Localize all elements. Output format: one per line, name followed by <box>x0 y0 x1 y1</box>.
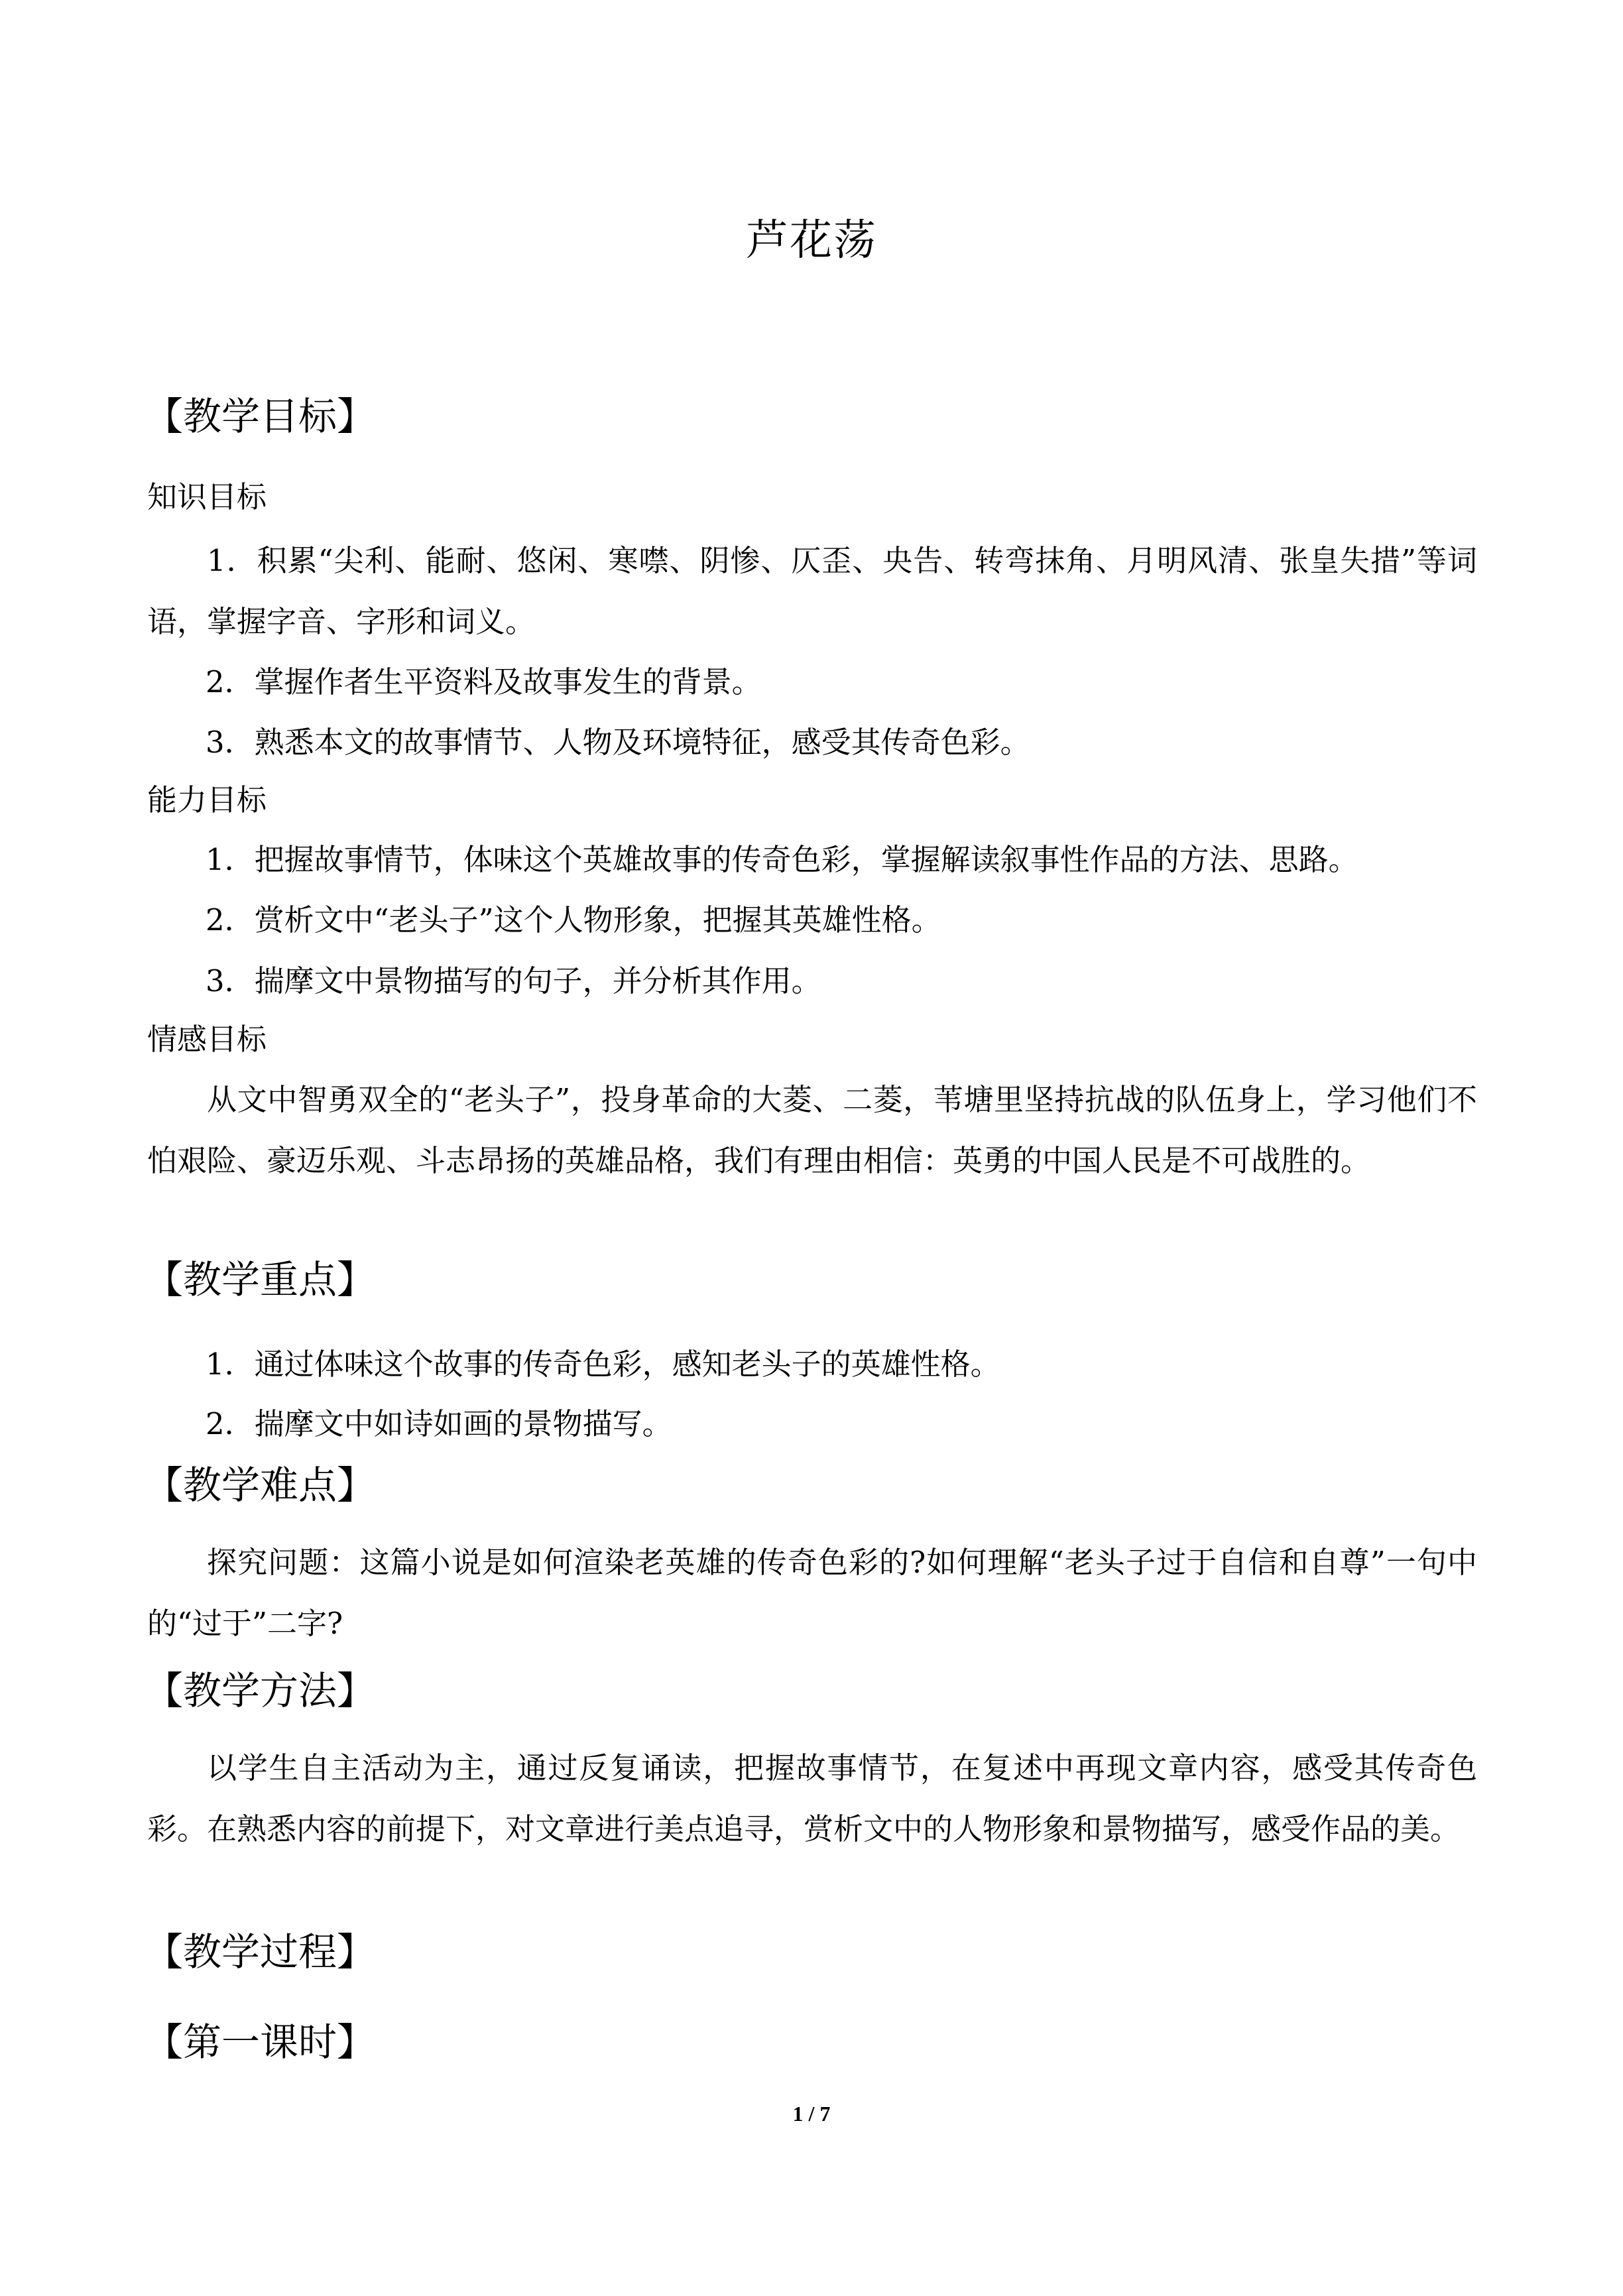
subheading-emotion-objectives: 情感目标 <box>147 1022 267 1057</box>
difficulties-text: 探究问题：这篇小说是如何渲染老英雄的传奇色彩的?如何理解“老头子过于自信和自尊”一句中的“过于”二字? <box>147 1545 1477 1641</box>
subheading-knowledge-objectives: 知识目标 <box>147 479 267 514</box>
heading-methods: 【教学方法】 <box>145 1668 376 1713</box>
heading-first-lesson: 【第一课时】 <box>145 2020 376 2065</box>
ability-item-1: 1．把握故事情节，体味这个英雄故事的传奇色彩，掌握解读叙事性作品的方法、思路。 <box>206 842 1358 877</box>
ability-item-3: 3．揣摩文中景物描写的句子，并分析其作用。 <box>206 963 821 998</box>
ability-item-2: 2．赏析文中“老头子”这个人物形象，把握其英雄性格。 <box>206 902 941 937</box>
knowledge-item-1: 1．积累“尖利、能耐、悠闲、寒噤、阴惨、仄歪、央告、转弯抹角、月明风清、张皇失措”等词语，掌握字音、字形和词义。 <box>147 543 1477 639</box>
heading-process: 【教学过程】 <box>145 1929 376 1974</box>
document-title: 芦花荡 <box>746 216 877 265</box>
heading-key-points: 【教学重点】 <box>145 1257 376 1302</box>
methods-text: 以学生自主活动为主，通过反复诵读，把握故事情节，在复述中再现文章内容，感受其传奇色彩。在熟悉内容的前提下，对文章进行美点追寻，赏析文中的人物形象和景物描写，感受作品的美。 <box>147 1750 1477 1846</box>
page-number: 1 / 7 <box>792 2102 831 2126</box>
heading-teaching-objectives: 【教学目标】 <box>145 394 376 439</box>
key-point-item-1: 1．通过体味这个故事的传奇色彩，感知老头子的英雄性格。 <box>206 1347 1000 1382</box>
emotion-objective-text: 从文中智勇双全的“老头子”，投身革命的大菱、二菱，苇塘里坚持抗战的队伍身上，学习他们不怕艰险、豪迈乐观、斗志昂扬的英雄品格，我们有理由相信：英勇的中国人民是不可战胜的。 <box>147 1082 1477 1178</box>
knowledge-item-2: 2．掌握作者生平资料及故事发生的背景。 <box>206 664 762 699</box>
key-point-item-2: 2．揣摩文中如诗如画的景物描写。 <box>206 1406 672 1441</box>
heading-difficulties: 【教学难点】 <box>145 1463 376 1508</box>
subheading-ability-objectives: 能力目标 <box>147 782 267 817</box>
knowledge-item-3: 3．熟悉本文的故事情节、人物及环境特征，感受其传奇色彩。 <box>206 725 1030 760</box>
